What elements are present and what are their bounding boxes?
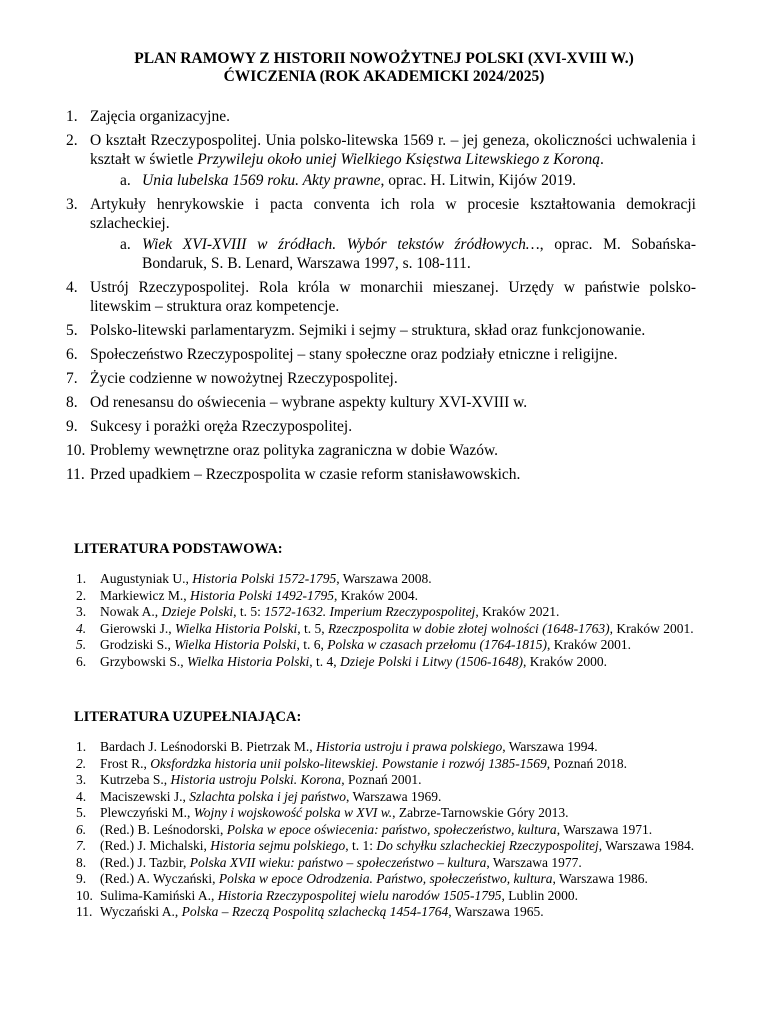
topic-text: Artykuły henrykowskie i pacta conventa ich rola w procesie kształtowania demokracji szlacheckiej. — [90, 196, 696, 232]
entry-text: , Warszawa 1969. — [345, 788, 442, 804]
bibliography-entry — [76, 871, 696, 887]
topic-number: 9. — [66, 418, 78, 435]
entry-text: , Warszawa 1986. — [552, 871, 648, 886]
topic-source-title: Wiek XVI-XVIII w źródłach. Wybór tekstów źródłowych… — [142, 236, 540, 253]
entry-title: Polska w epoce Odrodzenia. Państwo, społeczeństwo, kultura — [218, 871, 553, 886]
entry-text: Grodziski S., — [100, 637, 175, 652]
entry-text: , Kraków 2004. — [333, 587, 418, 603]
topic-item — [66, 195, 696, 273]
topic-text: Sukcesy i porażki oręża Rzeczypospolitej. — [90, 418, 353, 435]
topic-italic-title: Przywileju około uniej Wielkiego Księstwa Litewskiego z Koroną — [197, 151, 601, 168]
topic-source-letter: a. — [120, 236, 131, 253]
topic-number: 11. — [66, 466, 85, 483]
entry-text: (Red.) J. Michalski, — [100, 838, 211, 853]
topic-text-end: . — [600, 151, 604, 168]
entry-number: 4. — [76, 620, 87, 636]
entry-text: , Warszawa 1984. — [598, 838, 695, 853]
entry-number: 2. — [76, 587, 87, 603]
bibliography-entry — [76, 571, 696, 587]
entry-title: Historia ustroju Polski. Korona — [170, 772, 342, 787]
bibliography-entry — [76, 838, 696, 854]
entry-number: 6. — [76, 653, 87, 669]
entry-number: 1. — [76, 739, 87, 754]
bibliography-entry — [76, 805, 696, 821]
entry-title: Historia ustroju i prawa polskiego — [315, 739, 503, 754]
bibliography-entry — [76, 789, 696, 805]
entry-text: (Red.) A. Wyczański, — [100, 871, 219, 886]
topic-number: 2. — [66, 132, 78, 149]
topic-text: Przed upadkiem – Rzeczpospolita w czasie reform stanisławowskich. — [90, 466, 521, 483]
entry-title: Polska w epoce oświecenia: państwo, społeczeństwo, kultura — [226, 821, 557, 837]
topic-item — [66, 417, 696, 436]
entry-text: , t. 4, — [309, 653, 341, 669]
entry-title: Historia Rzeczypospolitej wielu narodów 1505-1795 — [217, 887, 502, 903]
entry-number: 3. — [76, 604, 87, 619]
entry-text: (Red.) J. Tazbir, — [100, 854, 190, 870]
entry-title: Szlachta polska i jej państwo — [189, 788, 346, 804]
topic-text: Zajęcia organizacyjne. — [90, 108, 230, 125]
entry-text: , Warszawa 1994. — [502, 739, 598, 754]
topic-number: 10. — [66, 442, 86, 459]
entry-text: , t. 6, — [296, 637, 328, 652]
entry-text: Sulima-Kamiński A., — [100, 887, 218, 903]
bibliography-entry — [76, 888, 696, 904]
page-title — [0, 50, 768, 86]
bibliography-entry — [76, 904, 696, 920]
literature-basic-list — [76, 571, 696, 670]
entry-title: Wielka Historia Polski — [187, 653, 310, 669]
entry-text: , Warszawa 1965. — [448, 904, 544, 919]
entry-text: , t. 5: — [233, 604, 265, 619]
entry-number: 5. — [76, 805, 87, 820]
topic-item — [66, 345, 696, 364]
topic-item — [66, 321, 696, 340]
bibliography-entry — [76, 621, 696, 637]
topic-text: Problemy wewnętrzne oraz polityka zagraniczna w dobie Wazów. — [90, 442, 499, 459]
title-line-1: PLAN RAMOWY Z HISTORII NOWOŻYTNEJ POLSKI (XVI-XVIII W.) — [134, 50, 634, 67]
entry-number: 7. — [76, 838, 87, 853]
entry-text: Plewczyński M., — [100, 805, 194, 820]
bibliography-entry — [76, 637, 696, 653]
entry-title: Polska XVII wieku: państwo – społeczeństwo – kultura — [189, 854, 487, 870]
entry-text: Markiewicz M., — [100, 587, 190, 603]
literature-basic-heading: LITERATURA PODSTAWOWA: — [74, 541, 283, 557]
topic-item — [66, 441, 696, 460]
entry-number: 4. — [76, 788, 87, 804]
title-line-2: ĆWICZENIA (ROK AKADEMICKI 2024/2025) — [223, 68, 545, 85]
entry-text: , Lublin 2000. — [501, 887, 578, 903]
topic-text: Ustrój Rzeczypospolitej. Rola króla w monarchii mieszanej. Urzędy w państwie polsko-litewskim – struktura oraz kompetencje. — [90, 279, 696, 315]
topics-list — [66, 107, 696, 489]
entry-text: , t. 5, — [297, 620, 329, 636]
topic-text: O kształt Rzeczypospolitej. Unia polsko-litewska 1569 r. – jej geneza, okoliczności uchwalenia i kształt w świetle — [90, 132, 696, 168]
bibliography-entry — [76, 654, 696, 670]
entry-title: Historia Polski 1572-1795 — [192, 571, 337, 586]
topic-item — [66, 393, 696, 412]
entry-text: Grzybowski S., — [100, 653, 187, 669]
entry-number: 11. — [76, 904, 93, 919]
entry-number: 5. — [76, 637, 87, 652]
entry-text: , Poznań 2018. — [546, 755, 628, 771]
entry-number: 6. — [76, 821, 87, 837]
entry-text: Wyczański A., — [100, 904, 182, 919]
topic-source-details: , oprac. M. Sobańska-Bondaruk, S. B. Lenard, Warszawa 1997, s. 108-111. — [142, 236, 696, 272]
topic-number: 5. — [66, 322, 78, 339]
entry-text: Maciszewski J., — [100, 788, 190, 804]
entry-title: Wielka Historia Polski — [175, 620, 298, 636]
entry-number: 3. — [76, 772, 87, 787]
entry-title: 1572-1632. Imperium Rzeczypospolitej — [264, 604, 476, 619]
bibliography-entry — [76, 772, 696, 788]
entry-title: Dzieje Polski i Litwy (1506-1648) — [340, 653, 523, 669]
topic-source-details: , oprac. H. Litwin, Kijów 2019. — [380, 172, 576, 189]
topic-number: 6. — [66, 346, 78, 363]
entry-title: Wojny i wojskowość polska w XVI w. — [193, 805, 393, 820]
topic-item — [66, 131, 696, 190]
topic-number: 8. — [66, 394, 78, 411]
entry-number: 2. — [76, 755, 87, 771]
topic-source-title: Unia lubelska 1569 roku. Akty prawne — [142, 172, 381, 189]
topic-text: Życie codzienne w nowożytnej Rzeczypospolitej. — [90, 370, 398, 387]
entry-text: Nowak A., — [100, 604, 162, 619]
topic-item — [66, 465, 696, 484]
entry-text: Bardach J. Leśnodorski B. Pietrzak M., — [100, 739, 316, 754]
entry-text: , Warszawa 1971. — [556, 821, 653, 837]
entry-text: Gierowski J., — [100, 620, 175, 636]
entry-text: , Kraków 2000. — [523, 653, 607, 669]
bibliography-entry — [76, 822, 696, 838]
entry-title: Polska – Rzeczą Pospolitą szlachecką 1454-1764 — [181, 904, 449, 919]
literature-extra-heading: LITERATURA UZUPEŁNIAJĄCA: — [74, 709, 302, 725]
bibliography-entry — [76, 855, 696, 871]
topic-item — [66, 369, 696, 388]
topic-text: Od renesansu do oświecenia – wybrane aspekty kultury XVI-XVIII w. — [90, 394, 528, 411]
bibliography-entry — [76, 756, 696, 772]
entry-number: 1. — [76, 571, 87, 586]
topic-text: Polsko-litewski parlamentaryzm. Sejmiki i sejmy – struktura, skład oraz funkcjonowanie. — [90, 322, 646, 339]
bibliography-entry — [76, 739, 696, 755]
topic-source — [90, 235, 696, 273]
entry-text: , Poznań 2001. — [341, 772, 422, 787]
entry-text: , Warszawa 2008. — [336, 571, 432, 586]
topic-source-letter: a. — [120, 172, 131, 189]
entry-title: Rzeczpospolita w dobie złotej wolności (1648-1763) — [328, 620, 610, 636]
entry-title: Historia Polski 1492-1795 — [189, 587, 334, 603]
bibliography-entry — [76, 588, 696, 604]
entry-text: Kutrzeba S., — [100, 772, 171, 787]
topic-number: 1. — [66, 108, 78, 125]
topic-number: 3. — [66, 196, 78, 213]
entry-title: Historia sejmu polskiego — [210, 838, 346, 853]
bibliography-entry — [76, 604, 696, 620]
entry-text: Frost R., — [100, 755, 151, 771]
topic-item — [66, 107, 696, 126]
entry-text: , Zabrze-Tarnowskie Góry 2013. — [392, 805, 569, 820]
entry-number: 9. — [76, 871, 87, 886]
entry-text: , Kraków 2001. — [609, 620, 694, 636]
entry-text: Augustyniak U., — [100, 571, 193, 586]
topic-item — [66, 278, 696, 316]
entry-number: 8. — [76, 854, 87, 870]
entry-text: , Kraków 2001. — [547, 637, 631, 652]
entry-title: Dzieje Polski — [161, 604, 234, 619]
entry-number: 10. — [76, 887, 93, 903]
topic-number: 7. — [66, 370, 78, 387]
entry-title: Polska w czasach przełomu (1764-1815) — [327, 637, 547, 652]
entry-text: , Kraków 2021. — [475, 604, 560, 619]
entry-text: (Red.) B. Leśnodorski, — [100, 821, 227, 837]
entry-title: Do schyłku szlacheckiej Rzeczypospolitej — [376, 838, 599, 853]
topic-number: 4. — [66, 279, 78, 296]
entry-text: , t. 1: — [345, 838, 377, 853]
entry-title: Oksfordzka historia unii polsko-litewskiej. Powstanie i rozwój 1385-1569 — [150, 755, 547, 771]
literature-extra-list — [76, 739, 696, 921]
entry-text: , Warszawa 1977. — [486, 854, 582, 870]
topic-source — [90, 171, 696, 190]
entry-title: Wielka Historia Polski — [174, 637, 297, 652]
topic-text: Społeczeństwo Rzeczypospolitej – stany społeczne oraz podziały etniczne i religijne. — [90, 346, 618, 363]
